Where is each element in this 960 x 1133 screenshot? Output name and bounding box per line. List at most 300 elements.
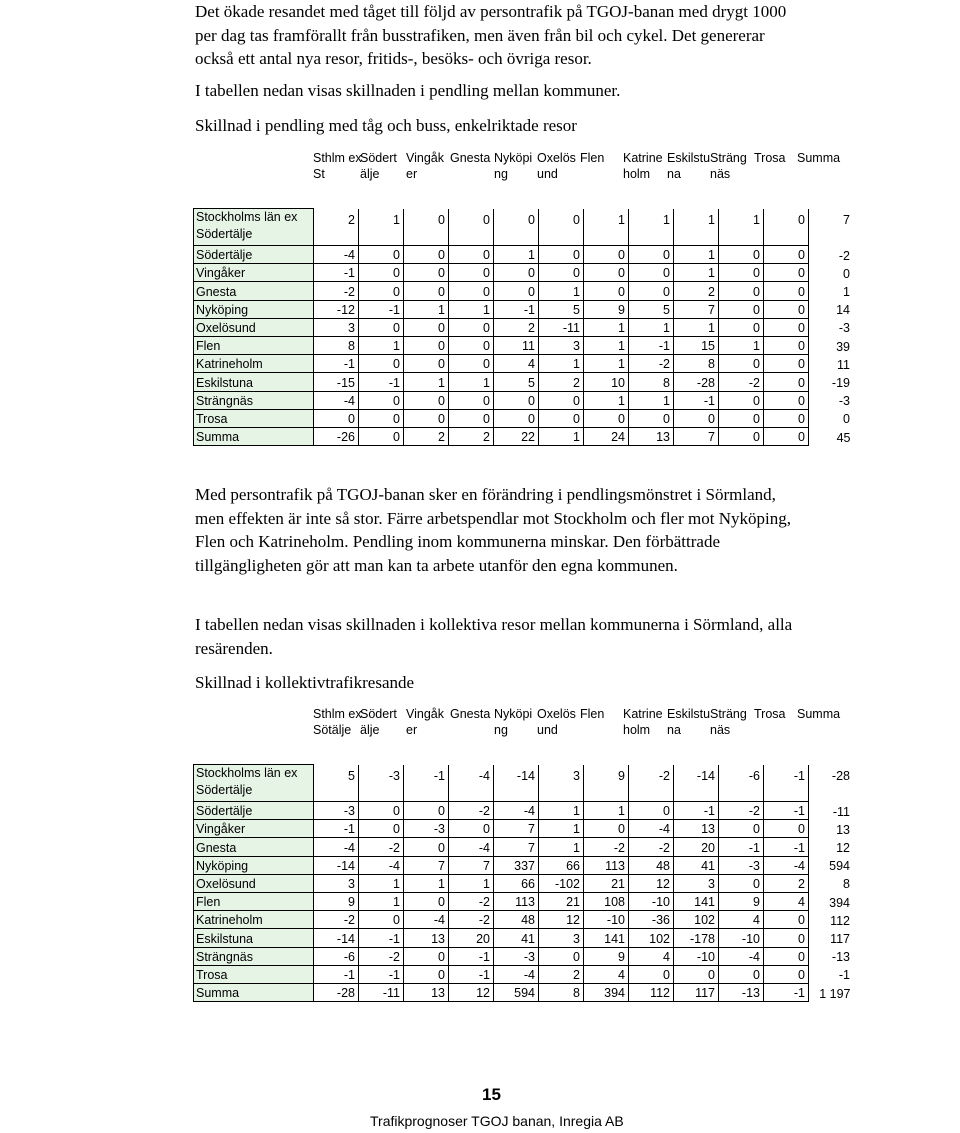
- row-label: Eskilstuna: [194, 373, 314, 391]
- table-cell: -2: [449, 802, 494, 820]
- table-cell: -2: [359, 947, 404, 965]
- row-label: Summa: [194, 427, 314, 445]
- table-cell: 14: [836, 303, 850, 318]
- table-cell: 0: [404, 947, 449, 965]
- table-cell: 0: [539, 391, 584, 409]
- table-cell: -1: [449, 947, 494, 965]
- table-cell: 1: [539, 802, 584, 820]
- table-cell: -4: [764, 856, 809, 874]
- table-cell: -28: [314, 983, 359, 1001]
- table-cell: 0: [719, 318, 764, 336]
- table-cell: 0: [629, 409, 674, 427]
- table-cell: 0: [764, 409, 809, 427]
- table-cell: 394: [829, 895, 850, 910]
- table-cell: 0: [359, 355, 404, 373]
- table-cell: -14: [314, 856, 359, 874]
- table-cell: -10: [629, 892, 674, 910]
- table-cell: 0: [359, 820, 404, 838]
- column-header: Gnesta: [450, 151, 491, 165]
- table-cell: -3: [838, 394, 850, 409]
- table-cell: -1: [449, 965, 494, 983]
- table-cell: 1: [584, 355, 629, 373]
- table-cell: 0: [539, 246, 584, 264]
- table-cell: -6: [719, 765, 764, 802]
- table-cell: 0: [539, 209, 584, 246]
- row-label: Strängnäs: [194, 947, 314, 965]
- column-header: Vingåk er: [406, 151, 444, 181]
- table-cell: 1: [539, 838, 584, 856]
- table-cell: 0: [764, 820, 809, 838]
- table-cell: 8: [674, 355, 719, 373]
- table-row: [194, 355, 854, 373]
- row-label: Stockholms län ex Södertälje: [194, 209, 314, 246]
- table-cell: -14: [494, 765, 539, 802]
- table-cell: -3: [719, 856, 764, 874]
- table-cell: 1: [719, 209, 764, 246]
- table-cell: -2: [719, 373, 764, 391]
- table-cell: 0: [584, 246, 629, 264]
- table-cell: 0: [764, 246, 809, 264]
- table-cell: 66: [494, 874, 539, 892]
- table-cell: 0: [719, 264, 764, 282]
- table-cell: 1: [359, 336, 404, 354]
- table-cell: 1: [629, 209, 674, 246]
- table-cell: -1: [629, 336, 674, 354]
- table-cell: 2: [764, 874, 809, 892]
- table-cell: 0: [584, 820, 629, 838]
- table-cell: 0: [539, 947, 584, 965]
- table-row: [194, 209, 854, 246]
- table-cell: 1: [539, 282, 584, 300]
- column-header: Eskilstu na: [667, 151, 711, 181]
- table-cell: -1: [764, 765, 809, 802]
- table-cell: 1: [404, 373, 449, 391]
- table-cell: 2: [494, 318, 539, 336]
- intro-table-caption: I tabellen nedan visas skillnaden i pendling mellan kommuner.: [195, 81, 621, 100]
- table-cell: 3: [539, 929, 584, 947]
- table-cell: 9: [314, 892, 359, 910]
- table-cell: 0: [404, 391, 449, 409]
- table-cell: -178: [674, 929, 719, 947]
- table-cell: -2: [629, 355, 674, 373]
- table-cell: -3: [314, 802, 359, 820]
- row-label: Eskilstuna: [194, 929, 314, 947]
- table-cell: 7: [674, 300, 719, 318]
- table-cell: 8: [314, 336, 359, 354]
- column-header: Oxelös und: [537, 707, 576, 737]
- table-cell: -4: [494, 802, 539, 820]
- table-cell: -14: [314, 929, 359, 947]
- table-cell: -4: [314, 838, 359, 856]
- table-cell: -1: [494, 300, 539, 318]
- table-cell: 0: [449, 246, 494, 264]
- table-cell: 12: [629, 874, 674, 892]
- table-cell: 0: [584, 409, 629, 427]
- table-cell: 0: [404, 409, 449, 427]
- table-cell: 0: [404, 892, 449, 910]
- table-cell: -1: [314, 820, 359, 838]
- row-label: Katrineholm: [194, 355, 314, 373]
- table-cell: 11: [837, 357, 850, 372]
- column-header: Nyköpi ng: [494, 707, 533, 737]
- table-cell: 7: [404, 856, 449, 874]
- table-cell: 102: [674, 911, 719, 929]
- table-cell: 0: [764, 355, 809, 373]
- page-number: 15: [482, 1085, 501, 1104]
- table-cell: -10: [674, 947, 719, 965]
- table-row: [194, 264, 854, 282]
- table-cell: 394: [584, 983, 629, 1001]
- table-cell: -4: [494, 965, 539, 983]
- table-cell: 0: [629, 802, 674, 820]
- table-cell: 9: [584, 300, 629, 318]
- table-cell: -4: [719, 947, 764, 965]
- table-cell: 0: [764, 373, 809, 391]
- column-header: Eskilstu na: [667, 707, 711, 737]
- table-cell: -3: [359, 765, 404, 802]
- table-cell: -4: [449, 838, 494, 856]
- table-cell: 0: [404, 336, 449, 354]
- table-cell: 0: [404, 355, 449, 373]
- table-row: [194, 409, 854, 427]
- table-cell: 1: [629, 318, 674, 336]
- column-header: Sthlm ex St: [313, 151, 362, 181]
- row-label: Katrineholm: [194, 911, 314, 929]
- table-cell: 13: [404, 929, 449, 947]
- table-cell: 3: [314, 318, 359, 336]
- table-cell: 1: [674, 318, 719, 336]
- table-cell: 4: [494, 355, 539, 373]
- table-cell: -11: [539, 318, 584, 336]
- table-cell: 0: [764, 427, 809, 445]
- table-cell: 1: [843, 285, 850, 300]
- table-cell: 0: [719, 965, 764, 983]
- table-row: [194, 282, 854, 300]
- table-cell: -13: [831, 950, 850, 965]
- table-cell: 0: [764, 911, 809, 929]
- table-cell: 1: [584, 391, 629, 409]
- table-cell: -1: [404, 765, 449, 802]
- table-row: [194, 838, 854, 856]
- table-cell: 2: [314, 209, 359, 246]
- table-cell: 5: [314, 765, 359, 802]
- table-cell: -2: [314, 911, 359, 929]
- table-cell: -102: [539, 874, 584, 892]
- table-cell: 0: [449, 336, 494, 354]
- table-cell: 0: [494, 409, 539, 427]
- table-cell: 1: [674, 246, 719, 264]
- table-cell: 1: [539, 355, 584, 373]
- table-cell: -14: [674, 765, 719, 802]
- table-cell: 1 197: [819, 986, 851, 1001]
- table-cell: -1: [359, 373, 404, 391]
- table-cell: 141: [674, 892, 719, 910]
- column-header: Sträng näs: [710, 151, 747, 181]
- table-cell: 112: [629, 983, 674, 1001]
- table-cell: -1: [359, 929, 404, 947]
- table-cell: 1: [404, 300, 449, 318]
- table-cell: -15: [314, 373, 359, 391]
- table-cell: 141: [584, 929, 629, 947]
- table-cell: 0: [764, 282, 809, 300]
- table-cell: 1: [584, 209, 629, 246]
- row-label: Oxelösund: [194, 318, 314, 336]
- table-cell: 0: [629, 282, 674, 300]
- table-cell: 0: [674, 965, 719, 983]
- table-cell: -1: [764, 983, 809, 1001]
- column-header: Trosa: [754, 707, 786, 721]
- table-cell: 0: [449, 820, 494, 838]
- table-cell: 1: [449, 373, 494, 391]
- table-cell: 4: [719, 911, 764, 929]
- column-header: Södert älje: [360, 707, 397, 737]
- table-cell: 1: [719, 336, 764, 354]
- table-row: [194, 336, 854, 354]
- table-cell: 0: [719, 874, 764, 892]
- table-cell: 5: [629, 300, 674, 318]
- table-cell: 0: [719, 820, 764, 838]
- row-label: Flen: [194, 336, 314, 354]
- table-cell: 48: [629, 856, 674, 874]
- table-cell: 0: [359, 318, 404, 336]
- row-label: Strängnäs: [194, 391, 314, 409]
- table-cell: 0: [764, 318, 809, 336]
- table-cell: 0: [764, 391, 809, 409]
- table-cell: 21: [539, 892, 584, 910]
- table-cell: 108: [584, 892, 629, 910]
- table-cell: 3: [314, 874, 359, 892]
- table-cell: -6: [314, 947, 359, 965]
- row-label: Gnesta: [194, 838, 314, 856]
- table-cell: 7: [494, 820, 539, 838]
- table-cell: 15: [674, 336, 719, 354]
- table-row: [194, 947, 854, 965]
- table-cell: 0: [449, 264, 494, 282]
- table-cell: 1: [359, 209, 404, 246]
- table-cell: 4: [584, 965, 629, 983]
- table-cell: 0: [404, 246, 449, 264]
- table-cell: 0: [404, 264, 449, 282]
- table-cell: 0: [843, 266, 850, 281]
- table-cell: 0: [843, 412, 850, 427]
- table-cell: 7: [449, 856, 494, 874]
- table-cell: 0: [719, 355, 764, 373]
- table-cell: 7: [843, 212, 850, 227]
- table-cell: -10: [719, 929, 764, 947]
- table-cell: 1: [584, 802, 629, 820]
- table-cell: 0: [584, 282, 629, 300]
- table-cell: 0: [764, 300, 809, 318]
- table-cell: 1: [584, 318, 629, 336]
- column-header: Nyköpi ng: [494, 151, 533, 181]
- table-cell: 0: [404, 838, 449, 856]
- table-cell: 0: [359, 264, 404, 282]
- table-cell: 4: [629, 947, 674, 965]
- table-row: [194, 983, 854, 1001]
- table-cell: 13: [674, 820, 719, 838]
- table-cell: -3: [494, 947, 539, 965]
- table-cell: 1: [404, 874, 449, 892]
- table-cell: 39: [836, 339, 850, 354]
- row-label: Trosa: [194, 965, 314, 983]
- table-cell: 0: [359, 246, 404, 264]
- table-cell: 0: [494, 264, 539, 282]
- table-cell: 113: [494, 892, 539, 910]
- table-cell: 0: [719, 246, 764, 264]
- table-cell: -4: [314, 391, 359, 409]
- column-header: Summa: [797, 707, 841, 721]
- table-cell: 0: [449, 318, 494, 336]
- table-cell: 0: [359, 409, 404, 427]
- table-cell: 0: [359, 911, 404, 929]
- row-label: Trosa: [194, 409, 314, 427]
- table-cell: 13: [404, 983, 449, 1001]
- table-cell: 12: [539, 911, 584, 929]
- table-cell: -1: [674, 802, 719, 820]
- table-cell: 5: [494, 373, 539, 391]
- table-cell: 0: [629, 965, 674, 983]
- row-label: Flen: [194, 892, 314, 910]
- table1-title: Skillnad i pendling med tåg och buss, enkelriktade resor: [195, 116, 577, 135]
- table-row: [194, 911, 854, 929]
- table-cell: 24: [584, 427, 629, 445]
- table-cell: 0: [404, 965, 449, 983]
- table-cell: -1: [314, 355, 359, 373]
- column-header: Summa: [797, 151, 841, 165]
- table-cell: 2: [404, 427, 449, 445]
- table-cell: 13: [629, 427, 674, 445]
- table-row: [194, 856, 854, 874]
- table-row: [194, 874, 854, 892]
- table-cell: 1: [359, 874, 404, 892]
- table-cell: 0: [764, 929, 809, 947]
- table-cell: 0: [449, 355, 494, 373]
- table-row: [194, 892, 854, 910]
- table-cell: 1: [629, 391, 674, 409]
- table-cell: -2: [359, 838, 404, 856]
- row-label: Vingåker: [194, 264, 314, 282]
- table-cell: -2: [449, 892, 494, 910]
- table-cell: 0: [404, 802, 449, 820]
- column-header: Flen: [580, 707, 605, 721]
- table-cell: 5: [539, 300, 584, 318]
- row-label: Södertälje: [194, 802, 314, 820]
- row-label: Stockholms län ex Södertälje: [194, 765, 314, 802]
- table-cell: 0: [719, 300, 764, 318]
- table-cell: 48: [494, 911, 539, 929]
- row-label: Oxelösund: [194, 874, 314, 892]
- table-cell: -3: [838, 321, 850, 336]
- table-cell: 45: [836, 430, 851, 445]
- table-cell: -2: [449, 911, 494, 929]
- table-cell: 0: [719, 282, 764, 300]
- table-cell: 1: [449, 874, 494, 892]
- table-cell: -4: [629, 820, 674, 838]
- table-cell: -2: [629, 838, 674, 856]
- table-cell: 0: [764, 965, 809, 983]
- table-cell: 117: [830, 932, 850, 946]
- table-cell: 0: [539, 264, 584, 282]
- table-cell: -1: [359, 965, 404, 983]
- column-header: Katrine holm: [623, 707, 663, 737]
- table-cell: 1: [494, 246, 539, 264]
- table-cell: 3: [539, 336, 584, 354]
- row-label: Nyköping: [194, 300, 314, 318]
- table-cell: -2: [629, 765, 674, 802]
- table-cell: 0: [494, 282, 539, 300]
- table-cell: 113: [584, 856, 629, 874]
- table2-title: Skillnad i kollektivtrafikresande: [195, 673, 415, 692]
- table-cell: -1: [674, 391, 719, 409]
- table-cell: 594: [829, 859, 850, 874]
- table-cell: -11: [832, 804, 850, 819]
- table-row: [194, 929, 854, 947]
- table-cell: 0: [674, 409, 719, 427]
- table-cell: -4: [449, 765, 494, 802]
- table-cell: 1: [674, 209, 719, 246]
- table-row: [194, 427, 854, 445]
- table-cell: 337: [494, 856, 539, 874]
- table-cell: 10: [584, 373, 629, 391]
- table-cell: 2: [539, 965, 584, 983]
- table-cell: 3: [674, 874, 719, 892]
- footer-text: Trafikprognoser TGOJ banan, Inregia AB: [370, 1113, 624, 1129]
- table1: [193, 208, 854, 446]
- table-cell: -4: [314, 246, 359, 264]
- column-header: Katrine holm: [623, 151, 663, 181]
- table2: [193, 764, 854, 1002]
- table-cell: 8: [843, 877, 850, 892]
- table-cell: -1: [314, 965, 359, 983]
- table-cell: 0: [629, 246, 674, 264]
- table-cell: -28: [674, 373, 719, 391]
- table-cell: 0: [359, 802, 404, 820]
- table-cell: 20: [674, 838, 719, 856]
- table-cell: 0: [494, 209, 539, 246]
- table-cell: -1: [314, 264, 359, 282]
- table-cell: 3: [539, 765, 584, 802]
- table-cell: 594: [494, 983, 539, 1001]
- table-cell: -13: [719, 983, 764, 1001]
- row-label: Vingåker: [194, 820, 314, 838]
- table-cell: 9: [584, 765, 629, 802]
- column-header: Sträng näs: [710, 707, 747, 737]
- table-cell: -36: [629, 911, 674, 929]
- table-row: [194, 300, 854, 318]
- table-cell: 0: [314, 409, 359, 427]
- table-cell: 2: [539, 373, 584, 391]
- table-cell: 1: [584, 336, 629, 354]
- table-cell: 0: [764, 209, 809, 246]
- row-label: Gnesta: [194, 282, 314, 300]
- table-cell: -4: [359, 856, 404, 874]
- table-cell: 0: [584, 264, 629, 282]
- table-cell: -11: [359, 983, 404, 1001]
- table-cell: 9: [719, 892, 764, 910]
- table-cell: 12: [449, 983, 494, 1001]
- table-cell: 12: [836, 841, 850, 856]
- table-cell: 1: [539, 820, 584, 838]
- column-header: Sthlm ex Sötälje: [313, 707, 362, 737]
- table-cell: 66: [539, 856, 584, 874]
- table-row: [194, 802, 854, 820]
- table-cell: -1: [719, 838, 764, 856]
- row-label: Nyköping: [194, 856, 314, 874]
- row-label: Södertälje: [194, 246, 314, 264]
- table-cell: 7: [674, 427, 719, 445]
- table-row: [194, 391, 854, 409]
- table-cell: 2: [449, 427, 494, 445]
